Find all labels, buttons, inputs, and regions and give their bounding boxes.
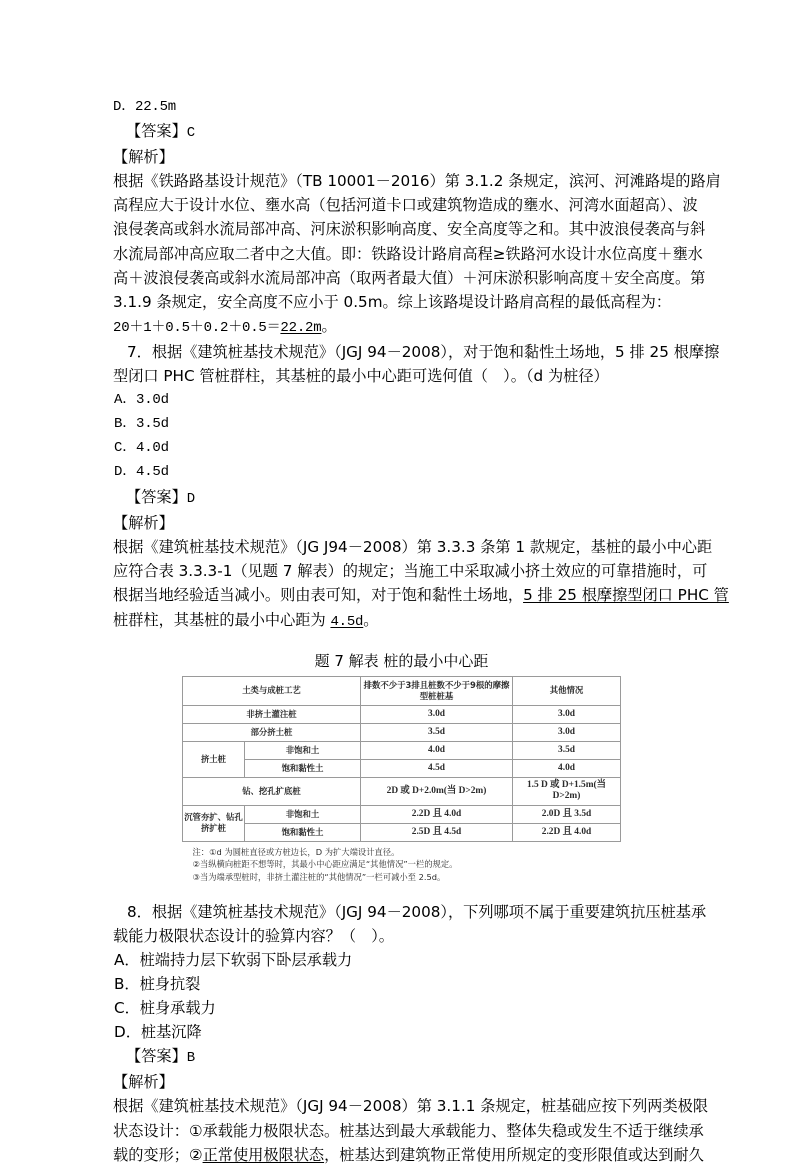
row-label: 钻、挖孔扩底桩: [183, 778, 361, 806]
q7-analysis-line-3: [113, 583, 729, 608]
q8-stem-line-2: 载能力极限状态设计的验算内容？（ ）。: [113, 926, 394, 945]
row-group-label: 挤土桩: [183, 742, 245, 778]
q6-answer-value: C: [186, 125, 195, 142]
row-label: 非挤土灌注桩: [183, 706, 361, 724]
q6-analysis-line-5: 高＋波浪侵袭高或斜水流局部冲高（取两者最大值）＋河床淤积影响高度＋安全高度。第: [113, 268, 706, 287]
q7-option-a: A．3.0d: [114, 392, 169, 409]
q7-analysis-line-4-post: 。: [363, 610, 379, 629]
table-row: [183, 742, 621, 760]
q6-analysis-line-2: 高程应大于设计水位、壅水高（包括河道卡口或建筑物造成的壅水、河湾水面超高）、波: [113, 196, 698, 215]
q6-analysis-line-3: 浪侵袭高或斜水流局部冲高、河床淤积影响高度、安全高度等之和。其中波浪侵袭高与斜: [113, 220, 706, 239]
row-label: 部分挤土桩: [183, 724, 361, 742]
row-col3: 4.0d: [513, 760, 621, 778]
q7-option-c: C．4.0d: [114, 440, 169, 457]
q8-analysis-line-3: [113, 1143, 704, 1168]
row-label: 饱和黏性土: [245, 760, 361, 778]
q8-option-d: D．桩基沉降: [114, 1023, 202, 1042]
table-row: [183, 724, 621, 742]
q8-analysis-line-1: 根据《建筑桩基技术规范》（JGJ 94－2008）第 3.1.1 条规定，桩基础应按下列两类极限: [113, 1097, 709, 1116]
table-header-row: [183, 677, 621, 706]
table-row: [183, 823, 621, 841]
q7-analysis-line-3-pre: 根据当地经验适当减小。则由表可知，对于饱和黏性土场地，: [113, 585, 524, 604]
q7-option-d: D．4.5d: [114, 464, 169, 481]
row-label: 非饱和土: [245, 742, 361, 760]
q8-analysis-label: 【解析】: [113, 1073, 174, 1092]
row-label: 饱和黏性土: [245, 823, 361, 841]
table-note-1: 注：①d 为圆桩直径或方桩边长，D 为扩大端设计直径。: [192, 846, 400, 857]
q7-answer-line: [113, 485, 690, 511]
table-row: [183, 706, 621, 724]
row-col2: 3.0d: [361, 706, 513, 724]
q8-answer-value: B: [186, 1050, 195, 1067]
table-note-2: ②当纵横向桩距不想等时，其最小中心距应满足“其他情况”一栏的规定。: [192, 859, 458, 870]
table-row: [183, 805, 621, 823]
q6-answer-label: 【答案】: [126, 122, 187, 141]
row-col2: 2.5D 且 4.5d: [361, 823, 513, 841]
pile-min-center-distance-table: [182, 676, 621, 842]
q6-analysis-line-1: 根据《铁路路基设计规范》（TB 10001－2016）第 3.1.2 条规定，滨河、河滩路堤的路肩: [113, 172, 721, 191]
row-group-label: 沉管夯扩、钻孔挤扩桩: [183, 805, 245, 841]
row-col2: 2.2D 且 4.0d: [361, 805, 513, 823]
row-col3: 1.5 D 或 D+1.5m(当 D>2m): [513, 778, 621, 806]
q8-analysis-line-3-post: ，桩基达到建筑物正常使用所规定的变形限值或达到耐久: [324, 1145, 704, 1164]
q7-analysis-line-1: 根据《建筑桩基技术规范》（JG J94－2008）第 3.3.3 条第 1 款规定，基桩的最小中心距: [113, 537, 713, 556]
spacer: [113, 884, 690, 900]
table-row: [183, 778, 621, 806]
row-col3: 2.2D 且 4.0d: [513, 823, 621, 841]
q6-answer-line: [113, 119, 690, 145]
q7-analysis-label: 【解析】: [113, 513, 174, 532]
q6-formula-result: 22.2m: [280, 319, 322, 336]
table-header-col2: 排数不少于3排且桩数不少于9根的摩擦型桩桩基: [361, 677, 513, 706]
q8-analysis-line-3-pre: 载的变形；②: [113, 1145, 203, 1164]
q8-answer-line: [113, 1044, 690, 1070]
q7-answer-label: 【答案】: [126, 487, 187, 506]
row-col3: 3.0d: [513, 706, 621, 724]
q8-answer-label: 【答案】: [126, 1047, 187, 1066]
row-col2: 2D 或 D+2.0m(当 D>2m): [361, 778, 513, 806]
q6-formula-suffix: 。: [321, 316, 337, 335]
row-col3: 3.0d: [513, 724, 621, 742]
q7-analysis-line-4: [113, 608, 690, 634]
q7-stem-line-2: 型闭口 PHC 管桩群柱，其基桩的最小中心距可选何值（ ）。（d 为桩径）: [113, 367, 609, 386]
table-notes: [183, 846, 621, 884]
q8-option-c: C．桩身承载力: [114, 999, 216, 1018]
pile-spacing-figure: [113, 651, 690, 884]
table-header-col3: 其他情况: [513, 677, 621, 706]
row-col3: 3.5d: [513, 742, 621, 760]
q7-stem-line-1: 7．根据《建筑桩基技术规范》（JGJ 94－2008），对于饱和黏性土场地，5 排 25 根摩擦: [127, 342, 720, 361]
q8-option-b: B．桩身抗裂: [114, 974, 201, 993]
q7-analysis-line-2: 应符合表 3.3.3-1（见题 7 解表）的规定；当施工中采取减小挤土效应的可靠措施时，可: [113, 561, 708, 580]
q8-analysis-line-2: 状态设计：①承载能力极限状态。桩基达到最大承载能力、整体失稳或发生不适于继续承: [113, 1121, 704, 1140]
q7-analysis-line-3-underlined: 5 排 25 根摩擦型闭口 PHC 管: [523, 585, 729, 604]
table-note-3: ③当为端承型桩时，非挤土灌注桩的“其他情况”一栏可减小至 2.5d。: [192, 872, 446, 883]
table-caption: 题 7 解表 桩的最小中心距: [314, 652, 489, 671]
q7-analysis-line-4-pre: 桩群柱，其基桩的最小中心距为: [113, 610, 331, 629]
q6-analysis-label: 【解析】: [113, 148, 174, 167]
q8-stem-line-1: 8．根据《建筑桩基技术规范》（JGJ 94－2008），下列哪项不属于重要建筑抗压桩基承: [127, 902, 707, 921]
row-label: 非饱和土: [245, 805, 361, 823]
table-row: [183, 760, 621, 778]
q7-answer-value: D: [186, 490, 195, 507]
q6-option-d: D．22.5m: [113, 99, 177, 115]
q6-formula-line: [113, 314, 690, 340]
q6-analysis-line-6: 3.1.9 条规定，安全高度不应小于 0.5m。综上该路堤设计路肩高程的最低高程为：: [113, 292, 672, 311]
q8-option-a: A．桩端持力层下软弱下卧层承载力: [114, 950, 353, 969]
q8-analysis-line-3-underlined: 正常使用极限状态: [202, 1145, 325, 1164]
q7-option-b: B．3.5d: [114, 416, 169, 433]
row-col2: 4.0d: [361, 742, 513, 760]
row-col2: 3.5d: [361, 724, 513, 742]
row-col3: 2.0D 且 3.5d: [513, 805, 621, 823]
q7-analysis-line-4-underlined: 4.5d: [330, 613, 364, 630]
q6-formula-prefix: 20＋1＋0.5＋0.2＋0.5＝: [113, 319, 281, 336]
table-header-col1: 土类与成桩工艺: [183, 677, 361, 706]
row-col2: 4.5d: [361, 760, 513, 778]
q6-analysis-line-4: 水流局部冲高应取二者中之大值。即：铁路设计路肩高程≥铁路河水设计水位高度＋壅水: [113, 244, 703, 263]
